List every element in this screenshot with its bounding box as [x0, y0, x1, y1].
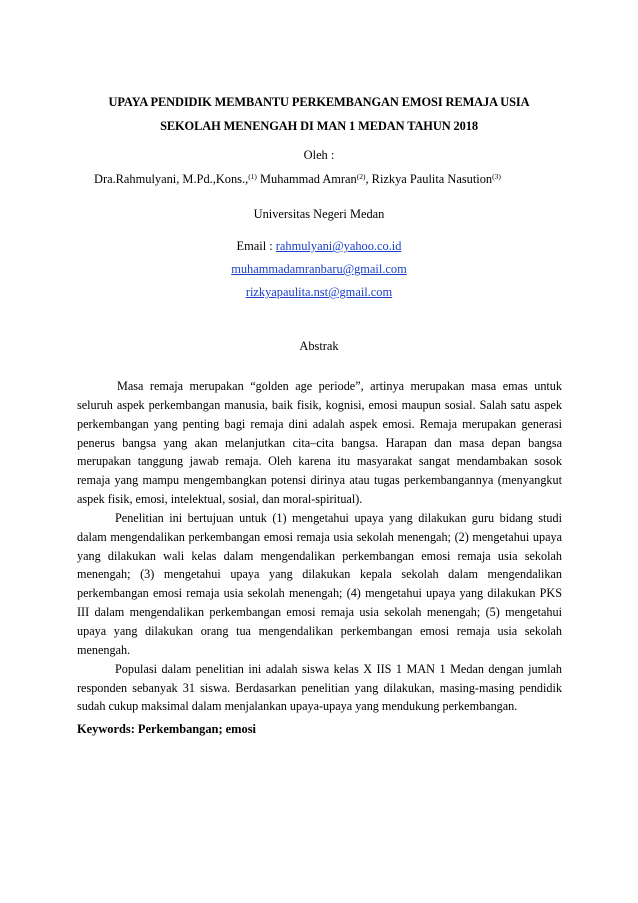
byline: Oleh :	[303, 148, 335, 162]
abstract-paragraph: Penelitian ini bertujuan untuk (1) mengetahui upaya yang dilakukan guru bidang studi dalam mengendalikan perkembangan emosi remaja usia sekolah menengah; (2) mengetahui upaya yang dilakukan wali kelas dalam mengendalikan perkembangan emosi remaja usia sekolah menengah; (3) mengetahui upaya yang dilakukan kepala sekolah dalam mengendalikan perkembangan emosi remaja usia sekolah menengah; (4) mengetahui upaya yang dilakukan PKS III dalam mengendalikan perkembangan emosi remaja usia sekolah menengah; (5) mengetahui upaya yang dilakukan orang tua mengendalikan perkembangan emosi remaja usia sekolah menengah.	[77, 510, 562, 657]
email-label: Email :	[236, 239, 276, 253]
abstract-paragraph: Masa remaja merupakan “golden age periode”, artinya merupakan masa emas untuk seluruh aspek perkembangan manusia, baik fisik, kognisi, emosi maupun sosial. Salah satu aspek perkembangan yang penting bagi remaja dini adalah aspek emosi. Remaja merupakan generasi penerus bangsa yang akan melanjutkan cita–cita bangsa. Harapan dan masa depan bangsa merupakan tanggung jawab remaja. Oleh karena itu masyarakat sangat mendambakan sosok remaja yang mampu mengembangkan potensi dirinya atau tugas perkembangannya (menyangkut aspek fisik, emosi, intelektual, sosial, dan moral-spiritual).	[77, 379, 562, 507]
abstract-body	[77, 377, 562, 716]
title-line-1: UPAYA PENDIDIK MEMBANTU PERKEMBANGAN EMOSI REMAJA USIA	[108, 95, 530, 109]
email-link-1[interactable]: rahmulyani@yahoo.co.id	[275, 239, 402, 253]
email-line	[0, 239, 638, 254]
abstract-heading: Abstrak	[299, 339, 339, 353]
email-link-3[interactable]: rizkyapaulita.nst@gmail.com	[245, 285, 393, 299]
author-name: Muhammad Amran	[256, 172, 357, 186]
email-line	[0, 262, 638, 277]
author-name: , Rizkya Paulita Nasution	[365, 172, 493, 186]
email-line	[0, 285, 638, 300]
email-link-2[interactable]: muhammadamranbaru@gmail.com	[231, 262, 407, 276]
author-affiliation-mark: (2)	[356, 172, 366, 181]
abstract-paragraph: Populasi dalam penelitian ini adalah siswa kelas X IIS 1 MAN 1 Medan dengan jumlah responden sebanyak 31 siswa. Berdasarkan penelitian yang dilakukan, masing-masing pendidik sudah cukup maksimal dalam menjalankan upaya-upaya yang mendukung perkembangan.	[77, 661, 562, 714]
author-name: Dra.Rahmulyani, M.Pd.,Kons.,	[94, 172, 249, 186]
affiliation: Universitas Negeri Medan	[253, 207, 385, 221]
author-affiliation-mark: (1)	[248, 172, 257, 181]
author-affiliation-mark: (3)	[492, 172, 501, 181]
title-line-2: SEKOLAH MENENGAH DI MAN 1 MEDAN TAHUN 2018	[160, 119, 478, 133]
author-list	[94, 172, 501, 187]
keywords: Keywords: Perkembangan; emosi	[77, 722, 256, 736]
